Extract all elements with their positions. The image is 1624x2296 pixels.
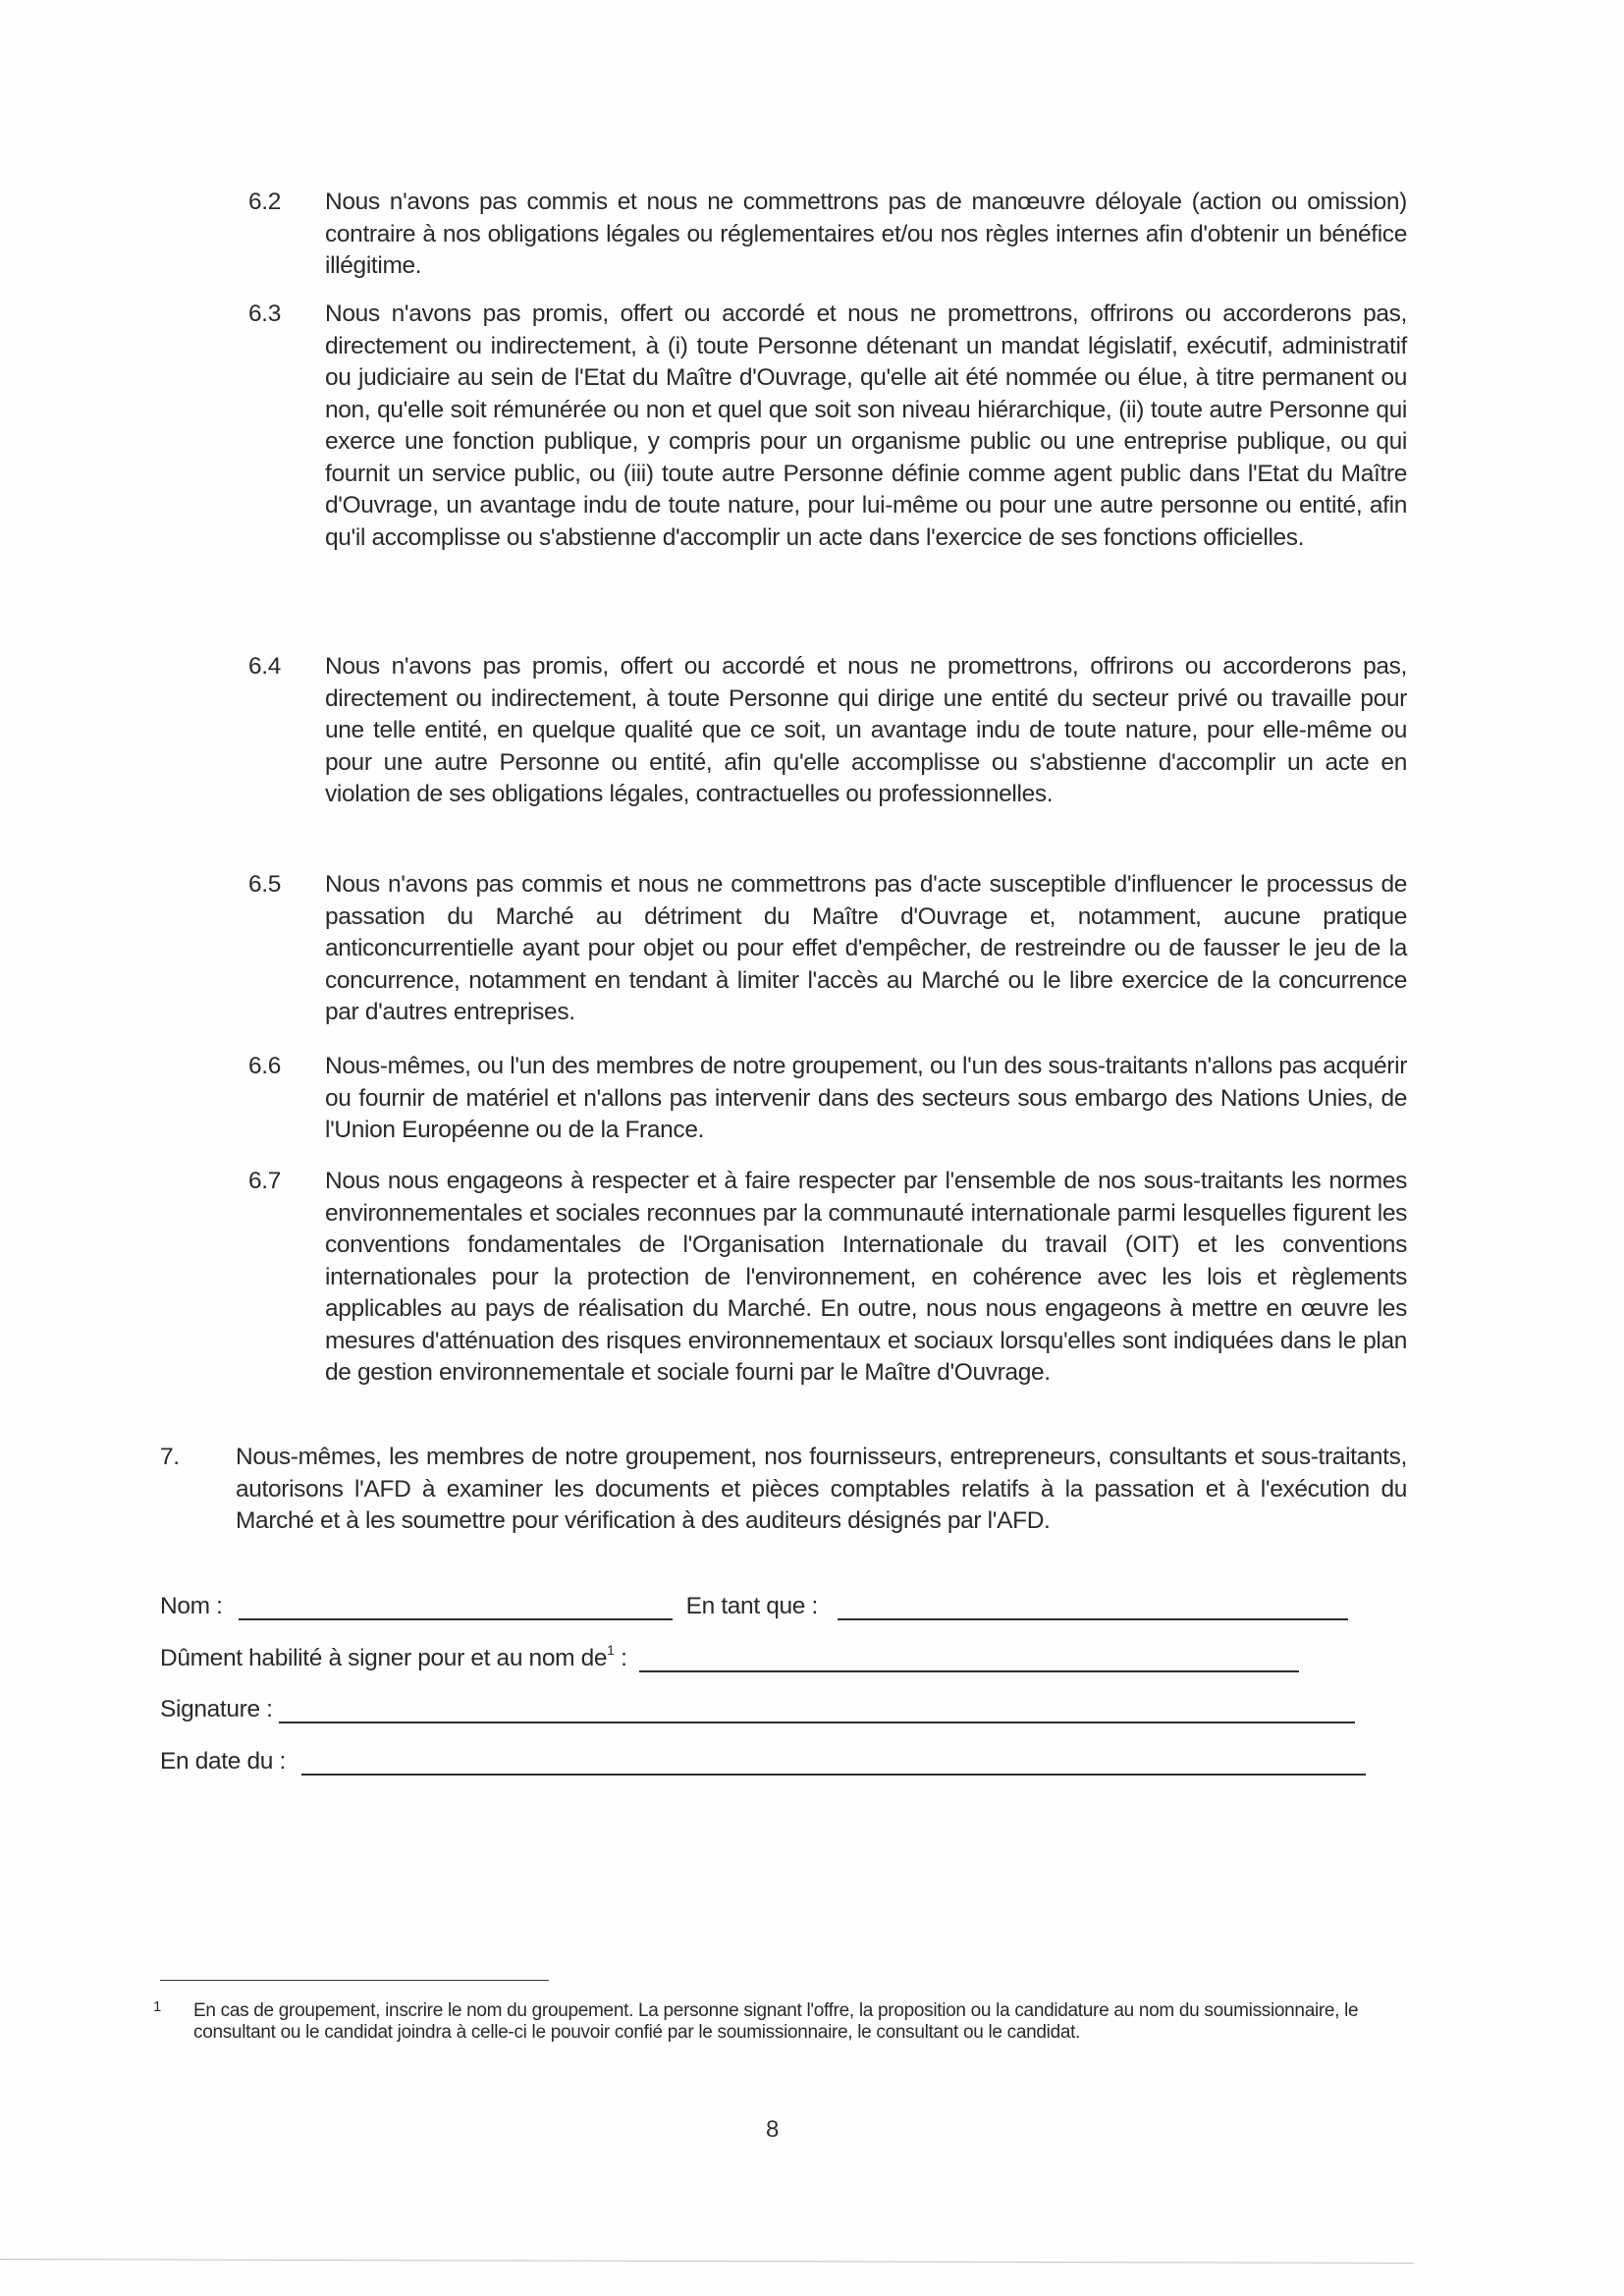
date-label: En date du : — [160, 1748, 286, 1775]
signature-field[interactable] — [279, 1696, 1355, 1723]
clause-6-6 — [248, 1051, 1407, 1147]
date-field[interactable] — [301, 1748, 1366, 1776]
name-field[interactable] — [239, 1593, 673, 1620]
clause-number: 6.3 — [248, 301, 282, 327]
authorized-field[interactable] — [639, 1645, 1299, 1672]
clause-text: Nous-mêmes, les membres de notre groupement, nos fournisseurs, entrepreneurs, consultants et sous-traitants, autorisons l'AFD à examiner les documents et pièces comptables relatifs à la passation et à l'exécution du Marché et à les soumettre pour vérification à des auditeurs désignés par l'AFD. — [236, 1444, 1407, 1534]
authorized-label: Dûment habilité à signer pour et au nom $de^1$ : — [160, 1641, 627, 1671]
footnote — [153, 2000, 1400, 2044]
page-number: 8 — [766, 2116, 780, 2143]
signature-label: Signature : — [160, 1696, 273, 1722]
clause-number: 6.6 — [248, 1053, 282, 1079]
clause-6-4 — [248, 651, 1407, 811]
clause-text: Nous n'avons pas promis, offert ou accordé et nous ne promettrons, offrirons ou accorderons pas, directement ou indirectement, à toute Personne qui dirige une entité du secteur privé ou travaille pour une telle entité, en quelque qualité que ce soit, un avantage indu de toute nature, pour elle-même ou pour une autre Personne ou entité, afin qu'elle accomplisse ou s'abstienne d'accomplir un acte en violation de ses obligations légales, contractuelles ou professionnelles. — [325, 653, 1407, 807]
clause-number: 6.4 — [248, 653, 282, 680]
clause-6-7 — [248, 1166, 1407, 1390]
role-field[interactable] — [838, 1593, 1348, 1620]
authorized-row — [160, 1641, 1299, 1672]
name-label: Nom : — [160, 1593, 223, 1619]
clause-6-2 — [248, 187, 1407, 283]
clause-6-5 — [248, 869, 1407, 1029]
clause-text: Nous n'avons pas promis, offert ou accordé et nous ne promettrons, offrirons ou accorderons pas, directement ou indirectement, à (i) toute Personne détenant un mandat législatif, exécutif, administratif ou judiciaire au sein de l'Etat du Maître d'Ouvrage, qu'elle ait été nommée ou élue, à titre permanent ou non, qu'elle soit rémunérée ou non et quel que soit son niveau hiérarchique, (ii) toute autre Personne qui exerce une fonction publique, y compris pour un organisme public ou une entreprise publique, ou qui fournit un service public, ou (iii) toute autre Personne définie comme agent public dans l'Etat du Maître d'Ouvrage, un avantage indu de toute nature, pour lui-même ou pour une autre personne ou entité, afin qu'il accomplisse ou s'abstienne d'accomplir un acte dans l'exercice de ses fonctions officielles. — [325, 301, 1407, 551]
scan-edge-line — [0, 2259, 1414, 2264]
clause-number: 6.2 — [248, 189, 282, 215]
clause-text: Nous n'avons pas commis et nous ne commettrons pas de manœuvre déloyale (action ou omission) contraire à nos obligations légales ou réglementaires et/ou nos règles internes afin d'obtenir un bénéfice illégitime. — [325, 189, 1407, 279]
footnote-number: 1 — [153, 1998, 162, 2015]
name-role-row — [160, 1593, 1348, 1620]
clause-7 — [160, 1442, 1407, 1538]
clause-number: 6.5 — [248, 871, 282, 898]
clause-number: 7. — [160, 1444, 180, 1470]
clause-text: Nous-mêmes, ou l'un des membres de notre groupement, ou l'un des sous-traitants n'allons pas acquérir ou fournir de matériel et n'allons pas intervenir dans des secteurs sous embargo des Nations Unies, de l'Union Européenne ou de la France. — [325, 1053, 1407, 1143]
role-label: En tant que : — [685, 1593, 818, 1619]
signature-row — [160, 1696, 1355, 1723]
clause-6-3 — [248, 299, 1407, 554]
clause-text: Nous n'avons pas commis et nous ne commettrons pas d'acte susceptible d'influencer le processus de passation du Marché au détriment du Maître d'Ouvrage et, notamment, aucune pratique anticoncurrentielle ayant pour objet ou pour effet d'empêcher, de restreindre ou de fausser le jeu de la concurrence, notamment en tendant à limiter l'accès au Marché ou le libre exercice de la concurrence par d'autres entreprises. — [325, 871, 1407, 1025]
date-row — [160, 1748, 1366, 1776]
footnote-text: En cas de groupement, inscrire le nom du groupement. La personne signant l'offre, la proposition ou la candidature au nom du soumissionnaire, le consultant ou le candidat joindra à celle-ci le pouvoir confié par le soumissionnaire, le consultant ou le candidat. — [193, 2000, 1359, 2043]
footnote-ref: 1 — [607, 1641, 615, 1658]
footnote-separator — [160, 1980, 549, 1981]
clause-number: 6.7 — [248, 1168, 282, 1194]
clause-text: Nous nous engageons à respecter et à faire respecter par l'ensemble de nos sous-traitants les normes environnementales et sociales reconnues par la communauté internationale parmi lesquelles figurent les conventions fondamentales de l'Organisation Internationale du travail (OIT) et les conventions internationales pour la protection de l'environnement, en cohérence avec les lois et règlements applicables au pays de réalisation du Marché. En outre, nous nous engageons à mettre en œuvre les mesures d'atténuation des risques environnementaux et sociaux lorsqu'elles sont indiquées dans le plan de gestion environnementale et sociale fourni par le Maître d'Ouvrage. — [325, 1168, 1407, 1386]
